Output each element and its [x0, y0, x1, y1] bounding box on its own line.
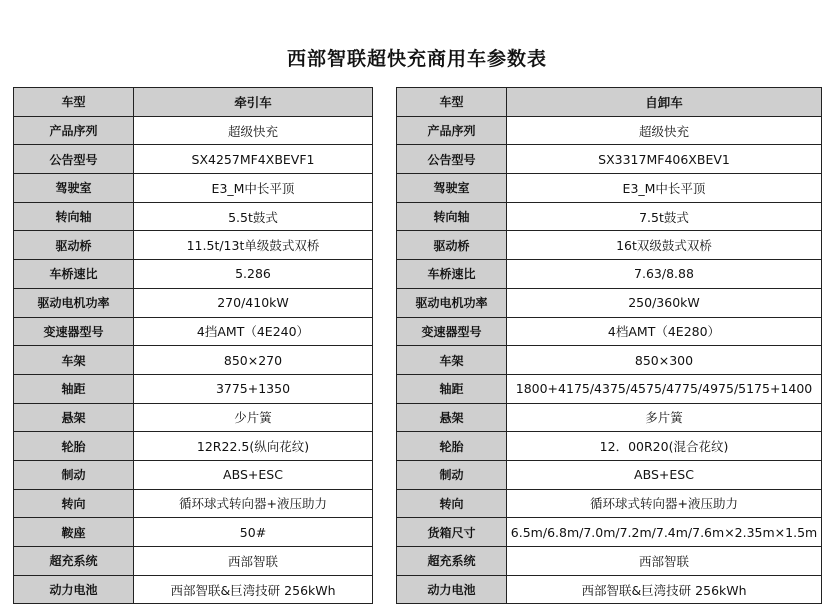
table-row — [14, 575, 373, 604]
table-row — [397, 288, 822, 317]
param-label-cell: 转向 — [14, 489, 134, 518]
table-header-row — [397, 88, 822, 117]
param-label-cell: 制动 — [397, 460, 507, 489]
param-label-cell: 轴距 — [397, 374, 507, 403]
table-row — [14, 317, 373, 346]
param-label-cell: 动力电池 — [14, 575, 134, 604]
table-row — [397, 260, 822, 289]
param-value-cell: 超级快充 — [134, 116, 373, 145]
param-label-cell: 驱动桥 — [397, 231, 507, 260]
param-label-cell: 车桥速比 — [14, 260, 134, 289]
param-label-cell: 转向轴 — [397, 202, 507, 231]
table-row — [14, 260, 373, 289]
table-row — [397, 317, 822, 346]
param-label-cell: 产品序列 — [14, 116, 134, 145]
param-value-cell: 循环球式转向器+液压助力 — [507, 489, 822, 518]
param-value-cell: 850×270 — [134, 346, 373, 375]
param-label-cell: 货箱尺寸 — [397, 518, 507, 547]
param-value-cell: 850×300 — [507, 346, 822, 375]
param-label-cell: 车桥速比 — [397, 260, 507, 289]
param-value-cell: 西部智联 — [134, 547, 373, 576]
table-row — [14, 231, 373, 260]
table-row — [397, 403, 822, 432]
param-label-cell: 轴距 — [14, 374, 134, 403]
table-row — [397, 489, 822, 518]
table-row — [14, 403, 373, 432]
param-label-cell: 轮胎 — [14, 432, 134, 461]
table-row — [397, 231, 822, 260]
param-label-cell: 公告型号 — [14, 145, 134, 174]
param-label-cell: 鞍座 — [14, 518, 134, 547]
table-row — [397, 460, 822, 489]
param-value-cell: 270/410kW — [134, 288, 373, 317]
table-row — [14, 346, 373, 375]
param-value-cell: 11.5t/13t单级鼓式双桥 — [134, 231, 373, 260]
param-value-cell: 西部智联&巨湾技研 256kWh — [134, 575, 373, 604]
table-row — [14, 288, 373, 317]
table-row — [397, 116, 822, 145]
table-row — [14, 202, 373, 231]
param-value-cell: 250/360kW — [507, 288, 822, 317]
param-value-cell: 循环球式转向器+液压助力 — [134, 489, 373, 518]
param-value-cell: SX4257MF4XBEVF1 — [134, 145, 373, 174]
table-row — [397, 518, 822, 547]
param-label-cell: 驱动桥 — [14, 231, 134, 260]
table-row — [14, 518, 373, 547]
table-row — [14, 547, 373, 576]
table-row — [397, 174, 822, 203]
param-value-cell: 西部智联&巨湾技研 256kWh — [507, 575, 822, 604]
table-row — [397, 432, 822, 461]
param-label-cell: 驱动电机功率 — [14, 288, 134, 317]
header-value-cell: 自卸车 — [507, 88, 822, 117]
spec-table-tractor — [13, 87, 373, 604]
param-label-cell: 轮胎 — [397, 432, 507, 461]
param-value-cell: 7.63/8.88 — [507, 260, 822, 289]
table-row — [397, 202, 822, 231]
table-row — [397, 346, 822, 375]
param-value-cell: 西部智联 — [507, 547, 822, 576]
param-value-cell: 5.286 — [134, 260, 373, 289]
table-row — [397, 547, 822, 576]
table-row — [14, 174, 373, 203]
param-value-cell: 4档AMT（4E280） — [507, 317, 822, 346]
param-label-cell: 悬架 — [14, 403, 134, 432]
param-label-cell: 变速器型号 — [397, 317, 507, 346]
table-row — [397, 575, 822, 604]
param-value-cell: E3_M中长平顶 — [507, 174, 822, 203]
table-row — [397, 374, 822, 403]
param-label-cell: 超充系统 — [397, 547, 507, 576]
table-row — [14, 116, 373, 145]
table-row — [14, 489, 373, 518]
param-label-cell: 产品序列 — [397, 116, 507, 145]
param-label-cell: 车架 — [397, 346, 507, 375]
param-label-cell: 制动 — [14, 460, 134, 489]
table-row — [14, 145, 373, 174]
param-value-cell: 12．00R20(混合花纹) — [507, 432, 822, 461]
header-label-cell: 车型 — [397, 88, 507, 117]
param-label-cell: 车架 — [14, 346, 134, 375]
param-value-cell: 6.5m/6.8m/7.0m/7.2m/7.4m/7.6m×2.35m×1.5m — [507, 518, 822, 547]
param-value-cell: E3_M中长平顶 — [134, 174, 373, 203]
param-label-cell: 超充系统 — [14, 547, 134, 576]
param-value-cell: 少片簧 — [134, 403, 373, 432]
param-value-cell: 5.5t鼓式 — [134, 202, 373, 231]
param-label-cell: 驾驶室 — [397, 174, 507, 203]
param-label-cell: 变速器型号 — [14, 317, 134, 346]
table-header-row — [14, 88, 373, 117]
param-value-cell: 7.5t鼓式 — [507, 202, 822, 231]
header-label-cell: 车型 — [14, 88, 134, 117]
table-row — [14, 460, 373, 489]
param-value-cell: 50# — [134, 518, 373, 547]
param-value-cell: 1800+4175/4375/4575/4775/4975/5175+1400 — [507, 374, 822, 403]
param-value-cell: ABS+ESC — [134, 460, 373, 489]
param-value-cell: SX3317MF406XBEV1 — [507, 145, 822, 174]
param-label-cell: 驾驶室 — [14, 174, 134, 203]
param-label-cell: 转向 — [397, 489, 507, 518]
param-label-cell: 转向轴 — [14, 202, 134, 231]
param-value-cell: 12R22.5(纵向花纹) — [134, 432, 373, 461]
param-label-cell: 动力电池 — [397, 575, 507, 604]
param-value-cell: 多片簧 — [507, 403, 822, 432]
param-value-cell: ABS+ESC — [507, 460, 822, 489]
param-value-cell: 3775+1350 — [134, 374, 373, 403]
table-row — [14, 374, 373, 403]
table-row — [14, 432, 373, 461]
param-label-cell: 公告型号 — [397, 145, 507, 174]
table-row — [397, 145, 822, 174]
spec-table-dump-truck — [396, 87, 822, 604]
param-value-cell: 4挡AMT（4E240） — [134, 317, 373, 346]
page-title: 西部智联超快充商用车参数表 — [286, 48, 547, 70]
header-value-cell: 牵引车 — [134, 88, 373, 117]
param-value-cell: 超级快充 — [507, 116, 822, 145]
param-label-cell: 驱动电机功率 — [397, 288, 507, 317]
param-value-cell: 16t双级鼓式双桥 — [507, 231, 822, 260]
param-label-cell: 悬架 — [397, 403, 507, 432]
